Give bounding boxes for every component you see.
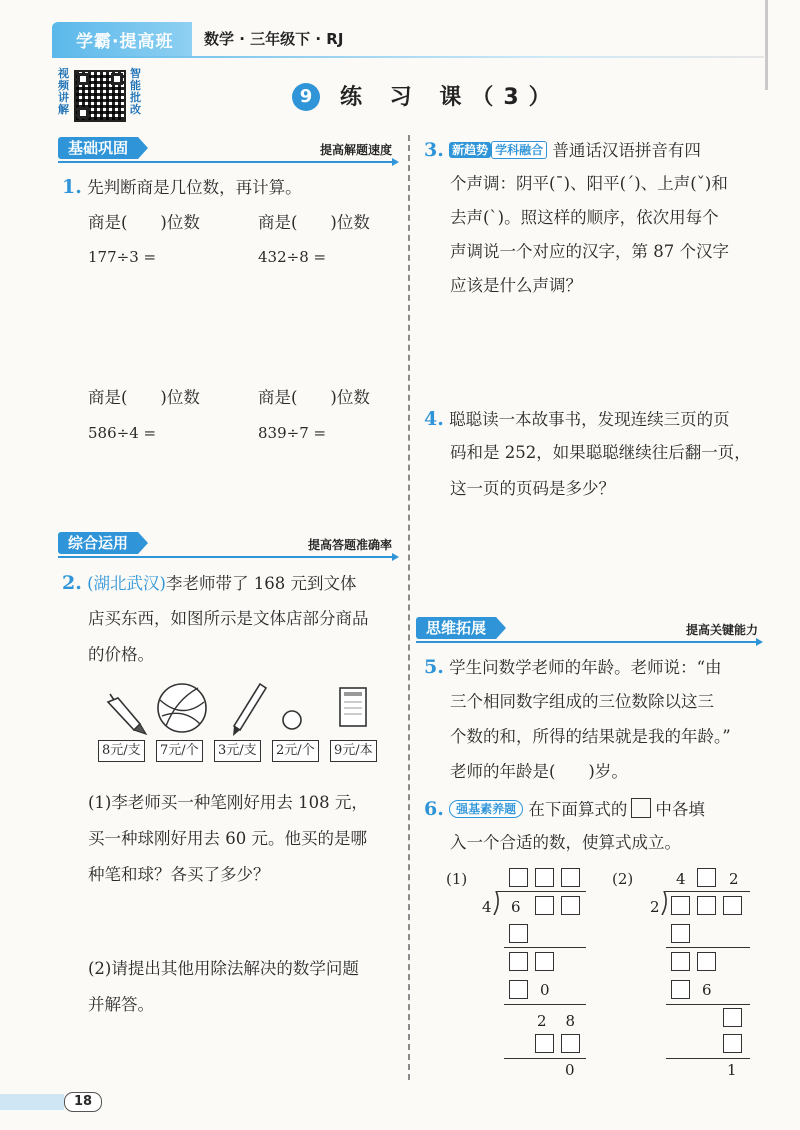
q5-stem-line: 5. 学生问数学老师的年龄。老师说：“由 xyxy=(424,656,722,678)
page-strip xyxy=(0,1094,64,1110)
section-note: 提高关键能力 xyxy=(685,623,758,637)
section-basic xyxy=(58,137,398,161)
subtraction-line xyxy=(666,1004,750,1005)
section-note: 提高解题速度 xyxy=(319,143,392,157)
blank-box[interactable] xyxy=(535,1034,554,1053)
q2-part2-line: 并解答。 xyxy=(88,995,154,1014)
q4-stem-line: 4. 聪聪读一本故事书，发现连续三页的页 xyxy=(424,408,730,430)
section-rule xyxy=(58,556,392,558)
question-number: 4. xyxy=(424,408,444,430)
qr-corner xyxy=(77,107,89,119)
q1-stem: 1. 先判断商是几位数，再计算。 xyxy=(62,176,302,198)
blank-box[interactable] xyxy=(697,896,716,915)
price-tag: 2元/个 xyxy=(272,740,319,762)
division-bar xyxy=(496,891,586,892)
section-label: 思维拓展 xyxy=(416,617,496,639)
product-icons xyxy=(100,680,400,740)
price-tag: 8元/支 xyxy=(98,740,145,762)
small-ball-icon xyxy=(283,711,301,729)
blank-box[interactable] xyxy=(509,924,528,943)
q1-item-label: 商是( )位数 xyxy=(88,388,200,407)
column-divider xyxy=(408,135,410,1080)
notebook-icon xyxy=(340,688,366,726)
division-bar xyxy=(664,891,750,892)
blank-box[interactable] xyxy=(723,1008,742,1027)
blank-box[interactable] xyxy=(509,980,528,999)
q2-part2-line: (2)请提出其他用除法解决的数学问题 xyxy=(88,959,359,978)
subject-line: 数学 · 三年级下 · RJ xyxy=(204,30,344,48)
sub-label: (1) xyxy=(446,870,468,888)
subtraction-line xyxy=(504,1004,586,1005)
section-rule xyxy=(416,641,756,643)
quotient-digit: 4 xyxy=(676,870,686,888)
blank-box[interactable] xyxy=(509,868,528,887)
blank-box[interactable] xyxy=(723,896,742,915)
question-number: 3. xyxy=(424,139,444,161)
blank-box[interactable] xyxy=(509,952,528,971)
question-number: 6. xyxy=(424,798,444,820)
price-tag: 3元/支 xyxy=(214,740,261,762)
qr-code-icon[interactable] xyxy=(74,70,126,122)
q2-part1-line: 买一种球刚好用去 60 元。他买的是哪 xyxy=(88,829,367,848)
q5-stem-line: 个数的和，所得的结果就是我的年龄。” xyxy=(450,727,731,746)
subtraction-line xyxy=(666,1058,750,1059)
q3-stem-line: 3. 新趋势 学科融合 普通话汉语拼音有四 xyxy=(424,139,701,161)
page-number: 18 xyxy=(64,1092,102,1112)
q2-stem-line: 的价格。 xyxy=(88,645,154,664)
final-remainder: 1 xyxy=(727,1061,737,1079)
question-number: 2. xyxy=(62,572,82,594)
qr-right-label: 智能批改 xyxy=(130,67,141,116)
section-note: 提高答题准确率 xyxy=(307,538,392,552)
q2-stem-line: 2. (湖北武汉)李老师带了 168 元到文体 xyxy=(62,572,357,594)
q3-stem-line: 去声(ˋ)。照这样的顺序，依次用每个 xyxy=(450,208,719,227)
section-thinking xyxy=(416,617,762,641)
divisor-digit: 4 xyxy=(482,898,492,916)
quotient-digit: 2 xyxy=(729,870,739,888)
section-rule-arrow xyxy=(392,158,399,166)
subtraction-line xyxy=(504,947,586,948)
divisor-digit: 2 xyxy=(650,898,660,916)
lesson-number-badge: 9 xyxy=(292,83,320,111)
blank-box-icon xyxy=(631,798,651,818)
q6-stem-line: 6. 强基素养题 在下面算式的 中各填 xyxy=(424,798,705,820)
final-remainder: 0 xyxy=(565,1061,575,1079)
qr-corner xyxy=(111,73,123,85)
tag-subject-fusion: 学科融合 xyxy=(491,141,547,159)
tag-foundation-literacy: 强基素养题 xyxy=(449,800,523,818)
q1-item-label: 商是( )位数 xyxy=(88,213,200,232)
blank-box[interactable] xyxy=(671,980,690,999)
q4-stem-line: 码和是 252，如果聪聪继续往后翻一页， xyxy=(450,443,751,462)
q1-item-label: 商是( )位数 xyxy=(258,388,370,407)
blank-box[interactable] xyxy=(671,896,690,915)
page-edge-bar xyxy=(765,0,768,90)
blank-box[interactable] xyxy=(723,1034,742,1053)
q2-part1-line: (1)李老师买一种笔刚好用去 108 元， xyxy=(88,793,368,812)
subtraction-line xyxy=(504,1058,586,1059)
price-tag: 7元/个 xyxy=(156,740,203,762)
dividend-digit: 6 xyxy=(511,898,521,916)
blank-box[interactable] xyxy=(697,868,716,887)
question-number: 5. xyxy=(424,656,444,678)
given-digit: 0 xyxy=(540,981,550,999)
blank-box[interactable] xyxy=(535,952,554,971)
blank-box[interactable] xyxy=(561,868,580,887)
qr-left-label: 视频讲解 xyxy=(58,67,69,116)
blank-box[interactable] xyxy=(561,1034,580,1053)
section-applied xyxy=(58,532,398,556)
given-digit: 6 xyxy=(702,981,712,999)
section-label: 综合运用 xyxy=(58,532,138,554)
blank-box[interactable] xyxy=(535,868,554,887)
blank-box[interactable] xyxy=(535,896,554,915)
q2-part1-line: 种笔和球？各买了多少？ xyxy=(88,865,270,884)
q1-item-expr: 839÷7 = xyxy=(258,424,327,442)
pencil-icon xyxy=(233,684,266,736)
q5-stem-line: 老师的年龄是( )岁。 xyxy=(450,762,628,781)
blank-box[interactable] xyxy=(561,896,580,915)
division-bracket xyxy=(492,891,502,915)
ball-icon xyxy=(158,684,206,732)
q3-stem-line: 应该是什么声调？ xyxy=(450,276,582,295)
q1-item-expr: 177÷3 = xyxy=(88,248,157,266)
q3-stem-line: 个声调：阴平(ˉ)、阳平(ˊ)、上声(ˇ)和 xyxy=(450,174,728,193)
section-rule xyxy=(58,161,392,163)
q1-item-expr: 432÷8 = xyxy=(258,248,327,266)
q2-source: (湖北武汉) xyxy=(87,574,166,593)
brand-title: 学霸·提高班 xyxy=(76,32,174,52)
q2-stem-line: 店买东西，如图所示是文体店部分商品 xyxy=(88,609,369,628)
sub-label: (2) xyxy=(612,870,634,888)
section-rule-arrow xyxy=(392,553,399,561)
section-rule-arrow xyxy=(756,638,763,646)
fountain-pen-icon xyxy=(108,694,146,734)
q4-stem-line: 这一页的页码是多少？ xyxy=(450,479,615,498)
question-number: 1. xyxy=(62,176,82,198)
blank-box[interactable] xyxy=(671,952,690,971)
q3-stem-line: 声调说一个对应的汉字，第 87 个汉字 xyxy=(450,242,729,261)
q6-stem-line: 入一个合适的数，使算式成立。 xyxy=(450,833,681,852)
blank-box[interactable] xyxy=(671,924,690,943)
subtraction-line xyxy=(666,947,750,948)
given-digits: 2 8 xyxy=(537,1012,578,1030)
header-rule xyxy=(52,56,764,58)
q5-stem-line: 三个相同数字组成的三位数除以这三 xyxy=(450,692,714,711)
tag-new-trend: 新趋势 xyxy=(449,142,491,158)
section-label: 基础巩固 xyxy=(58,137,138,159)
division-bracket xyxy=(660,891,670,915)
qr-corner xyxy=(77,73,89,85)
q1-item-expr: 586÷4 = xyxy=(88,424,157,442)
price-tag: 9元/本 xyxy=(330,740,377,762)
q1-item-label: 商是( )位数 xyxy=(258,213,370,232)
blank-box[interactable] xyxy=(697,952,716,971)
lesson-title: 练 习 课（3） xyxy=(340,85,561,110)
